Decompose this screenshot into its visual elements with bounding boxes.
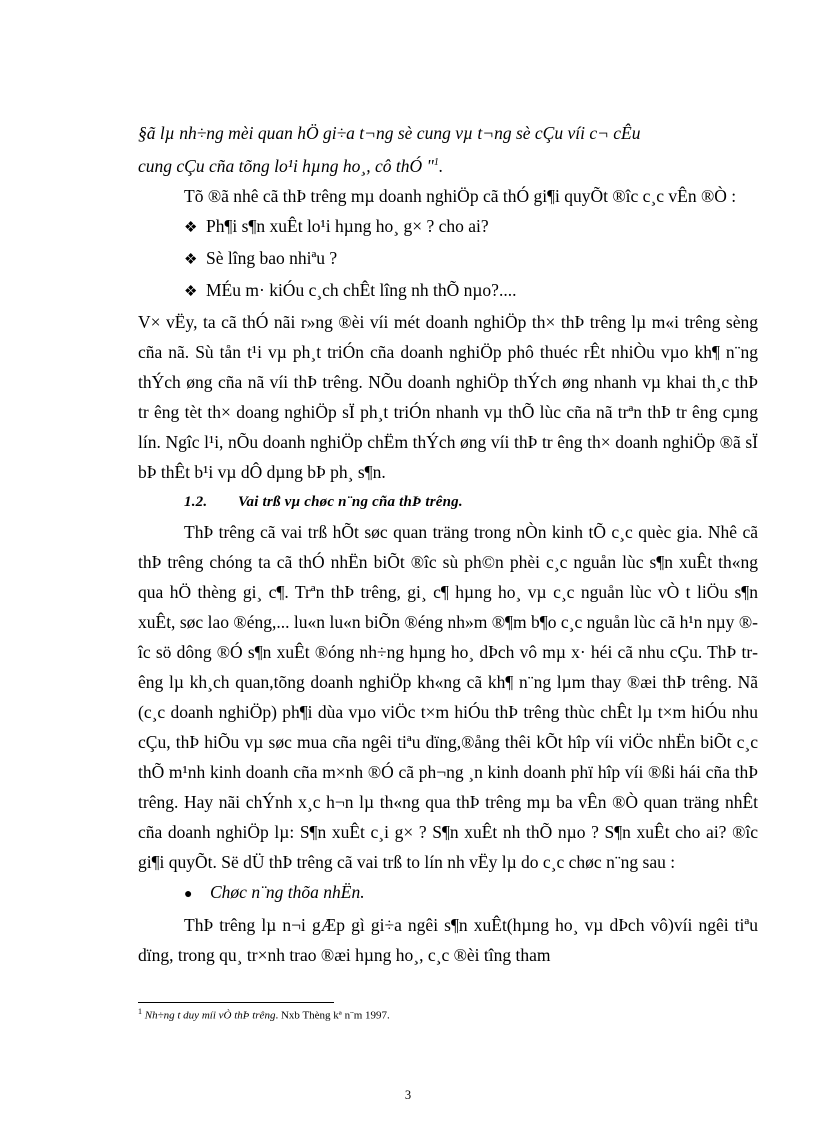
bullet-item <box>184 211 758 243</box>
quote-line-2: cung cÇu cña tõng lo¹i hµng ho¸, cô thÓ " <box>138 155 434 176</box>
paragraph-market-environment: V× vËy, ta cã thÓ nãi r»ng ®èi víi mét doanh nghiÖp th× thÞ trêng lµ m«i trêng sèng cña nã. Sù tån t¹i vµ ph¸t triÓn cña doanh nghiÖp phô thuéc rÊt nhiÒu vµo kh¶ n¨ng thÝch øng cña nã víi thÞ trêng. NÕu doanh nghiÖp thÝch øng nhanh vµ khai th¸c thÞ tr êng tèt th× doang nghiÖp sÏ ph¸t triÓn nhanh vµ thÕ lùc cña nã trªn thÞ tr êng cµng lín. Ngîc l¹i, nÕu doanh nghiÖp chËm thÝch øng víi thÞ tr êng th× doanh nghiÖp ®ã sÏ bÞ thÊt b¹i vµ dÔ dµng bÞ ph¸ s¶n. <box>138 311 758 482</box>
paragraph-meeting-place: ThÞ trêng lµ n¬i gÆp gì gi÷a ngêi s¶n xuÊt(hµng ho¸ vµ dÞch vô)víi ngêi tiªu dïng, trong qu¸ tr×nh trao ®æi hµng ho¸, c¸c ®èi tîng tham <box>138 914 758 965</box>
sub-bullet-text: Chøc n¨ng thõa nhËn. <box>210 881 365 902</box>
bullet-item <box>184 243 758 275</box>
footnote-source: . Nxb Thèng kª n¨m 1997. <box>275 1009 390 1022</box>
quote-end: . <box>438 155 444 176</box>
section-heading <box>184 487 758 517</box>
paragraph-thus: Tõ ®ã nhê cã thÞ trêng mµ doanh nghiÖp cã thÓ gi¶i quyÕt ®îc c¸c vÊn ®Ò : <box>184 185 737 206</box>
paragraph-market-role: ThÞ trêng cã vai trß hÕt søc quan träng trong nÒn kinh tÕ c¸c quèc gia. Nhê cã thÞ trêng chóng ta cã thÓ nhËn biÕt ®îc sù ph©n phèi c¸c nguån lùc s¶n xuÊt th«ng qua hÖ thèng gi¸ c¶. Trªn thÞ trêng, gi¸ c¶ hµng ho¸ vµ c¸c nguån lùc vÒ t liÖu s¶n xuÊt, søc lao ®éng,... lu«n lu«n biÕn ®éng nh»m ®¶m b¶o c¸c nguån lùc cã h¹n nµy ®îc sö dông ®Ó s¶n xuÊt ®óng nh÷ng hµng ho¸ dÞch vô mµ x· héi cã nhu cÇu. ThÞ trêng lµ kh¸ch quan,tõng doanh nghiÖp kh«ng cã kh¶ n¨ng lµm thay ®æi thÞ trêng. Nã (c¸c doanh nghiÖp) ph¶i dùa vµo viÖc t×m hiÓu thÞ trêng thùc chÊt lµ t×m hiÓu nhu cÇu, thÞ hiÕu vµ søc mua cña ngêi tiªu dïng,®ång thêi kÕt hîp víi viÖc nhËn biÕt c¸c thÕ m¹nh kinh doanh cña m×nh ®Ó cã ph¬ng ¸n kinh doanh phï hîp víi ®ßi hái cña thÞ trêng. Hay nãi chÝnh x¸c h¬n lµ th«ng qua thÞ trêng mµ ba vÊn ®Ò quan träng nhÊt cña doanh nghiÖp lµ: S¶n xuÊt c¸i g× ? S¶n xuÊt nh thÕ nµo ? S¶n xuÊt cho ai? ®îc gi¶i quyÕt. Së dÜ thÞ trêng cã vai trß to lín nh vËy lµ do c¸c chøc n¨ng sau : <box>138 521 758 872</box>
bullet-text: Ph¶i s¶n xuÊt lo¹i hµng ho¸ g× ? cho ai? <box>206 215 489 236</box>
diamond-bullet-icon: ❖ <box>184 283 198 300</box>
footnote-separator <box>138 1002 334 1003</box>
bullet-text: Sè lîng bao nhiªu ? <box>206 247 338 268</box>
diamond-bullet-icon: ❖ <box>184 219 198 236</box>
section-number: 1.2. <box>184 493 208 510</box>
footnote-marker: 1 <box>138 1007 142 1016</box>
sub-bullet-item <box>184 877 758 910</box>
quote-paragraph <box>138 118 758 181</box>
bullet-text: MÉu m· kiÓu c¸ch chÊt lîng nh thÕ nµo?.... <box>206 279 517 300</box>
quote-line-1: §ã lµ nh÷ng mèi quan hÖ gi÷a t¬ng sè cung vµ t¬ng sè cÇu víi c¬ cÊu <box>138 123 641 143</box>
section-title: Vai trß vµ chøc n¨ng cña thÞ trêng. <box>238 493 463 510</box>
diamond-bullet-icon: ❖ <box>184 251 198 268</box>
page-number: 3 <box>404 1088 412 1102</box>
page-body <box>138 118 758 970</box>
dot-bullet-icon: ● <box>184 886 193 902</box>
footnote-title: Nh÷ng t duy míi vÒ thÞ trêng <box>144 1009 276 1022</box>
footnote <box>138 1005 390 1023</box>
bullet-item <box>184 275 758 307</box>
footnote-reference: 1 <box>433 157 439 168</box>
